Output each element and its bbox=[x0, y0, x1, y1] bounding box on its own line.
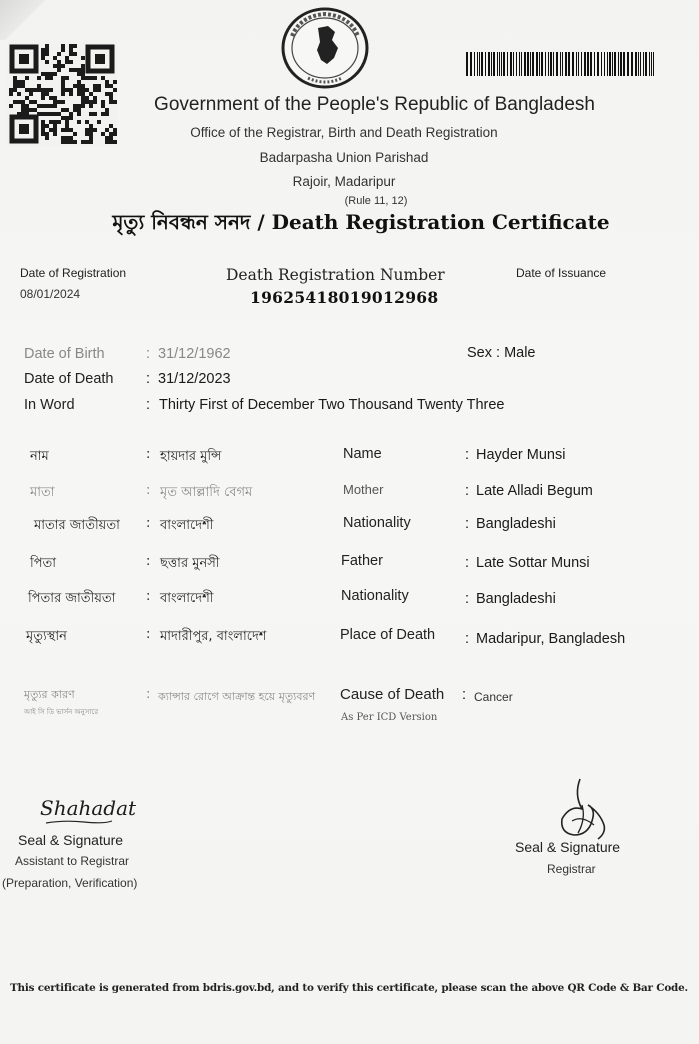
en-name-value: Hayder Munsi bbox=[476, 447, 566, 463]
verification-footer: This certificate is generated from bdris.gov.bd, and to verify this certificate, please scan the above QR Code & Bar Code. bbox=[10, 982, 688, 994]
bn-colon: : bbox=[146, 687, 151, 702]
en-colon: : bbox=[465, 483, 470, 499]
en-colon: : bbox=[462, 687, 467, 703]
inword-label: In Word bbox=[24, 397, 75, 413]
registration-number-value: 19625418019012968 bbox=[250, 288, 439, 307]
en-mother-nationality-label: Nationality bbox=[343, 515, 411, 531]
registrar-signature-icon bbox=[552, 775, 612, 845]
bn-name-label: নাম bbox=[30, 449, 49, 464]
dob-value: 31/12/1962 bbox=[158, 346, 231, 362]
registration-date-value: 08/01/2024 bbox=[20, 287, 81, 301]
en-father-nationality-value: Bangladeshi bbox=[476, 591, 556, 607]
folded-corner bbox=[0, 0, 60, 40]
bn-mother-nationality-value: বাংলাদেশী bbox=[160, 518, 214, 533]
bn-mother-label: মাতা bbox=[30, 485, 55, 500]
union-parishad: Badarpasha Union Parishad bbox=[259, 150, 429, 165]
assistant-registrar-role: Assistant to Registrar bbox=[15, 854, 130, 868]
registration-date-label: Date of Registration bbox=[20, 266, 127, 280]
signature-underline-icon bbox=[44, 818, 114, 826]
bn-mother-value: মৃত আল্লাদি বেগম bbox=[160, 485, 253, 500]
assistant-signature: Shahadat bbox=[40, 796, 137, 820]
bn-colon: : bbox=[146, 516, 151, 531]
dod-colon: : bbox=[146, 371, 151, 387]
rule-reference: (Rule 11, 12) bbox=[344, 195, 408, 207]
dob-label: Date of Birth bbox=[24, 346, 105, 362]
en-cause-sublabel: As Per ICD Version bbox=[341, 712, 438, 723]
en-colon: : bbox=[465, 516, 470, 532]
en-name-label: Name bbox=[343, 446, 382, 462]
bn-colon: : bbox=[146, 483, 151, 498]
bn-father-nationality-label: পিতার জাতীয়তা bbox=[28, 591, 116, 606]
bn-father-label: পিতা bbox=[30, 556, 57, 571]
en-colon: : bbox=[465, 631, 470, 647]
en-father-value: Late Sottar Munsi bbox=[476, 555, 590, 571]
sex-value: Sex : Male bbox=[467, 345, 536, 361]
certificate-title: মৃত্যু নিবন্ধন সনদ / Death Registration Certificate bbox=[112, 210, 610, 234]
bn-mother-nationality-label: মাতার জাতীয়তা bbox=[34, 518, 120, 533]
bn-colon: : bbox=[146, 589, 151, 604]
inword-colon: : bbox=[146, 397, 151, 413]
bn-place-label: মৃত্যুস্থান bbox=[26, 629, 67, 644]
location: Rajoir, Madaripur bbox=[292, 174, 396, 189]
dob-colon: : bbox=[146, 346, 151, 362]
en-colon: : bbox=[465, 447, 470, 463]
bn-place-value: মাদারীপুর, বাংলাদেশ bbox=[160, 629, 267, 644]
left-seal-signature-label: Seal & Signature bbox=[18, 832, 124, 848]
en-mother-label: Mother bbox=[343, 482, 384, 497]
bn-colon: : bbox=[146, 554, 151, 569]
government-title: Government of the People's Republic of Bangladesh bbox=[154, 94, 595, 115]
right-seal-signature-label: Seal & Signature bbox=[515, 839, 621, 855]
barcode-icon[interactable] bbox=[466, 52, 656, 76]
bn-name-value: হায়দার মুন্সি bbox=[160, 449, 222, 464]
en-mother-value: Late Alladi Begum bbox=[476, 483, 593, 499]
registration-number-label: Death Registration Number bbox=[226, 266, 445, 284]
bn-cause-label: মৃত্যুর কারণ bbox=[24, 688, 75, 701]
preparation-verification-note: (Preparation, Verification) bbox=[2, 876, 138, 890]
en-place-value: Madaripur, Bangladesh bbox=[476, 631, 626, 647]
issuance-date-label: Date of Issuance bbox=[516, 266, 607, 280]
en-place-label: Place of Death bbox=[340, 627, 436, 643]
en-father-label: Father bbox=[341, 553, 383, 569]
bn-father-value: ছত্তার মুনসী bbox=[160, 556, 220, 571]
registrar-role: Registrar bbox=[547, 862, 596, 876]
en-colon: : bbox=[465, 591, 470, 607]
bn-cause-value: ক্যান্সার রোগে আক্রান্ত হয়ে মৃত্যুবরণ bbox=[158, 690, 316, 703]
en-cause-value: Cancer bbox=[474, 690, 513, 704]
bn-colon: : bbox=[146, 447, 151, 462]
dod-value: 31/12/2023 bbox=[158, 371, 231, 387]
registrar-office: Office of the Registrar, Birth and Death Registration bbox=[190, 125, 498, 140]
bn-father-nationality-value: বাংলাদেশী bbox=[160, 591, 214, 606]
en-colon: : bbox=[465, 555, 470, 571]
inword-value: Thirty First of December Two Thousand Twenty Three bbox=[159, 397, 505, 413]
dod-label: Date of Death bbox=[24, 371, 114, 387]
en-mother-nationality-value: Bangladeshi bbox=[476, 516, 556, 532]
en-father-nationality-label: Nationality bbox=[341, 588, 409, 604]
bn-cause-sublabel: আই সি ডি ভার্সন অনুসারে bbox=[24, 708, 99, 716]
government-seal-icon bbox=[280, 6, 370, 90]
en-cause-label: Cause of Death bbox=[340, 686, 445, 703]
bn-colon: : bbox=[146, 627, 151, 642]
